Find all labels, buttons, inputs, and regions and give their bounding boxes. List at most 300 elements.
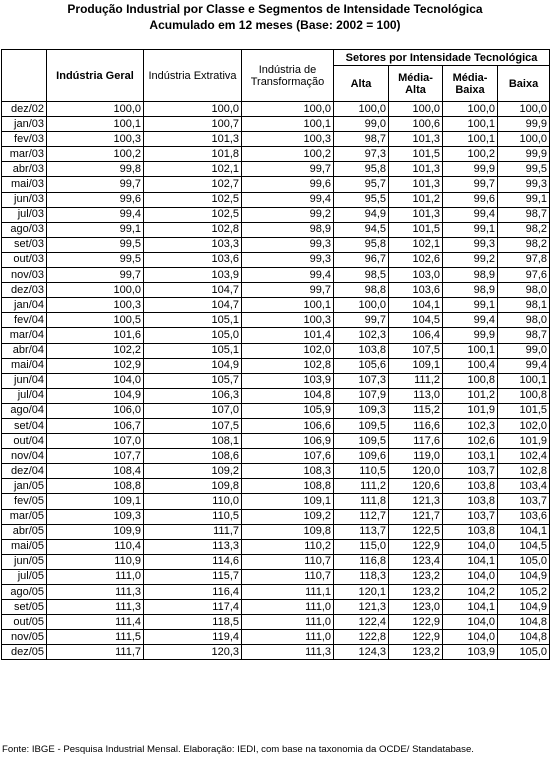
cell-alta: 103,8 <box>334 343 389 358</box>
cell-industria-transformacao: 99,3 <box>242 252 334 267</box>
cell-media-alta: 101,3 <box>389 177 443 192</box>
cell-alta: 116,8 <box>334 554 389 569</box>
title-line-1: Produção Industrial por Classe e Segmentos de Intensidade Tecnológica <box>67 2 483 16</box>
cell-industria-extrativa: 111,7 <box>144 524 242 539</box>
cell-industria-extrativa: 105,7 <box>144 373 242 388</box>
cell-media-alta: 103,6 <box>389 283 443 298</box>
cell-industria-extrativa: 102,1 <box>144 162 242 177</box>
cell-media-alta: 104,5 <box>389 313 443 328</box>
cell-media-alta: 123,4 <box>389 554 443 569</box>
cell-date: set/05 <box>2 600 47 615</box>
cell-industria-transformacao: 100,3 <box>242 313 334 328</box>
cell-industria-transformacao: 99,6 <box>242 177 334 192</box>
cell-alta: 111,2 <box>334 479 389 494</box>
cell-industria-extrativa: 101,3 <box>144 132 242 147</box>
table-row <box>2 252 550 267</box>
cell-industria-geral: 100,2 <box>47 147 144 162</box>
cell-industria-geral: 99,1 <box>47 222 144 237</box>
cell-alta: 122,8 <box>334 630 389 645</box>
cell-alta: 98,7 <box>334 132 389 147</box>
cell-media-alta: 122,5 <box>389 524 443 539</box>
cell-date: dez/02 <box>2 102 47 117</box>
cell-media-alta: 103,0 <box>389 268 443 283</box>
cell-media-alta: 101,2 <box>389 192 443 207</box>
cell-alta: 109,3 <box>334 403 389 418</box>
cell-industria-extrativa: 110,5 <box>144 509 242 524</box>
cell-industria-geral: 100,0 <box>47 102 144 117</box>
cell-industria-geral: 109,3 <box>47 509 144 524</box>
cell-industria-extrativa: 116,4 <box>144 585 242 600</box>
cell-baixa: 104,8 <box>498 615 550 630</box>
cell-baixa: 103,6 <box>498 509 550 524</box>
cell-industria-geral: 99,7 <box>47 268 144 283</box>
cell-media-alta: 106,4 <box>389 328 443 343</box>
cell-baixa: 101,9 <box>498 434 550 449</box>
cell-date: mai/03 <box>2 177 47 192</box>
cell-media-alta: 109,1 <box>389 358 443 373</box>
cell-industria-geral: 99,8 <box>47 162 144 177</box>
table-row <box>2 418 550 433</box>
cell-date: ago/05 <box>2 585 47 600</box>
table-row <box>2 569 550 584</box>
cell-industria-extrativa: 108,1 <box>144 434 242 449</box>
cell-date: fev/04 <box>2 313 47 328</box>
cell-industria-transformacao: 99,2 <box>242 207 334 222</box>
cell-media-baixa: 99,2 <box>443 252 498 267</box>
cell-industria-extrativa: 102,5 <box>144 192 242 207</box>
cell-media-baixa: 100,0 <box>443 102 498 117</box>
table-row <box>2 207 550 222</box>
cell-industria-transformacao: 99,3 <box>242 237 334 252</box>
cell-date: jun/03 <box>2 192 47 207</box>
cell-industria-transformacao: 106,6 <box>242 418 334 433</box>
cell-date: set/04 <box>2 418 47 433</box>
table-row <box>2 585 550 600</box>
cell-industria-transformacao: 111,1 <box>242 585 334 600</box>
cell-media-alta: 101,5 <box>389 147 443 162</box>
table-header <box>2 50 550 102</box>
cell-alta: 98,5 <box>334 268 389 283</box>
cell-media-baixa: 100,2 <box>443 147 498 162</box>
cell-baixa: 99,3 <box>498 177 550 192</box>
cell-alta: 109,6 <box>334 449 389 464</box>
cell-alta: 97,3 <box>334 147 389 162</box>
cell-industria-extrativa: 109,8 <box>144 479 242 494</box>
cell-industria-transformacao: 99,7 <box>242 283 334 298</box>
cell-baixa: 102,8 <box>498 464 550 479</box>
cell-media-baixa: 103,8 <box>443 524 498 539</box>
cell-industria-transformacao: 109,8 <box>242 524 334 539</box>
cell-media-alta: 121,3 <box>389 494 443 509</box>
cell-media-alta: 117,6 <box>389 434 443 449</box>
cell-media-alta: 122,9 <box>389 630 443 645</box>
cell-industria-extrativa: 115,7 <box>144 569 242 584</box>
cell-alta: 120,1 <box>334 585 389 600</box>
cell-industria-extrativa: 105,1 <box>144 313 242 328</box>
cell-baixa: 105,2 <box>498 585 550 600</box>
cell-baixa: 97,8 <box>498 252 550 267</box>
cell-industria-geral: 108,8 <box>47 479 144 494</box>
cell-industria-geral: 99,7 <box>47 177 144 192</box>
cell-media-baixa: 103,8 <box>443 494 498 509</box>
cell-media-alta: 102,6 <box>389 252 443 267</box>
cell-industria-geral: 102,9 <box>47 358 144 373</box>
cell-industria-geral: 111,4 <box>47 615 144 630</box>
cell-media-alta: 104,1 <box>389 298 443 313</box>
table-row <box>2 328 550 343</box>
cell-industria-extrativa: 106,3 <box>144 388 242 403</box>
cell-baixa: 102,0 <box>498 418 550 433</box>
header-industria-geral: Indústria Geral <box>47 50 144 102</box>
table-row <box>2 358 550 373</box>
cell-industria-geral: 109,9 <box>47 524 144 539</box>
cell-industria-extrativa: 119,4 <box>144 630 242 645</box>
cell-industria-geral: 110,4 <box>47 539 144 554</box>
cell-baixa: 100,8 <box>498 388 550 403</box>
cell-alta: 109,5 <box>334 434 389 449</box>
cell-media-baixa: 100,1 <box>443 117 498 132</box>
cell-baixa: 100,0 <box>498 132 550 147</box>
cell-industria-extrativa: 113,3 <box>144 539 242 554</box>
cell-alta: 98,8 <box>334 283 389 298</box>
cell-media-baixa: 100,1 <box>443 132 498 147</box>
cell-alta: 95,8 <box>334 162 389 177</box>
cell-baixa: 103,4 <box>498 479 550 494</box>
cell-media-alta: 107,5 <box>389 343 443 358</box>
cell-date: abr/03 <box>2 162 47 177</box>
cell-alta: 118,3 <box>334 569 389 584</box>
cell-media-alta: 122,9 <box>389 539 443 554</box>
cell-industria-transformacao: 99,4 <box>242 268 334 283</box>
cell-industria-transformacao: 111,0 <box>242 615 334 630</box>
cell-industria-transformacao: 111,3 <box>242 645 334 660</box>
cell-baixa: 98,7 <box>498 328 550 343</box>
cell-industria-transformacao: 111,0 <box>242 630 334 645</box>
cell-media-baixa: 101,9 <box>443 403 498 418</box>
cell-industria-geral: 104,9 <box>47 388 144 403</box>
cell-date: jul/03 <box>2 207 47 222</box>
cell-industria-extrativa: 103,6 <box>144 252 242 267</box>
cell-industria-geral: 111,3 <box>47 585 144 600</box>
table-row <box>2 403 550 418</box>
cell-media-baixa: 103,7 <box>443 509 498 524</box>
header-date <box>2 50 47 102</box>
cell-baixa: 104,1 <box>498 524 550 539</box>
cell-alta: 94,9 <box>334 207 389 222</box>
cell-media-alta: 116,6 <box>389 418 443 433</box>
cell-industria-transformacao: 99,7 <box>242 162 334 177</box>
cell-baixa: 104,9 <box>498 569 550 584</box>
cell-alta: 95,5 <box>334 192 389 207</box>
cell-baixa: 104,5 <box>498 539 550 554</box>
table-row <box>2 464 550 479</box>
cell-media-alta: 121,7 <box>389 509 443 524</box>
table-row <box>2 298 550 313</box>
cell-media-alta: 113,0 <box>389 388 443 403</box>
cell-alta: 122,4 <box>334 615 389 630</box>
cell-media-baixa: 99,4 <box>443 207 498 222</box>
cell-industria-extrativa: 104,7 <box>144 283 242 298</box>
cell-alta: 100,0 <box>334 102 389 117</box>
cell-industria-transformacao: 105,9 <box>242 403 334 418</box>
cell-industria-geral: 100,0 <box>47 283 144 298</box>
cell-industria-transformacao: 110,7 <box>242 554 334 569</box>
cell-industria-transformacao: 102,0 <box>242 343 334 358</box>
cell-industria-transformacao: 111,0 <box>242 600 334 615</box>
cell-media-baixa: 103,1 <box>443 449 498 464</box>
cell-alta: 102,3 <box>334 328 389 343</box>
cell-baixa: 103,7 <box>498 494 550 509</box>
cell-media-baixa: 103,7 <box>443 464 498 479</box>
cell-media-baixa: 104,0 <box>443 615 498 630</box>
cell-media-baixa: 99,7 <box>443 177 498 192</box>
cell-industria-geral: 100,1 <box>47 117 144 132</box>
cell-industria-extrativa: 102,5 <box>144 207 242 222</box>
cell-media-alta: 102,1 <box>389 237 443 252</box>
cell-date: dez/03 <box>2 283 47 298</box>
cell-industria-transformacao: 102,8 <box>242 358 334 373</box>
cell-media-alta: 111,2 <box>389 373 443 388</box>
cell-industria-extrativa: 118,5 <box>144 615 242 630</box>
cell-industria-transformacao: 108,8 <box>242 479 334 494</box>
cell-date: mar/04 <box>2 328 47 343</box>
cell-industria-transformacao: 98,9 <box>242 222 334 237</box>
cell-date: mar/03 <box>2 147 47 162</box>
cell-date: abr/05 <box>2 524 47 539</box>
cell-industria-transformacao: 100,1 <box>242 117 334 132</box>
cell-industria-extrativa: 117,4 <box>144 600 242 615</box>
cell-industria-extrativa: 104,9 <box>144 358 242 373</box>
cell-industria-extrativa: 120,3 <box>144 645 242 660</box>
cell-industria-transformacao: 107,6 <box>242 449 334 464</box>
cell-industria-geral: 109,1 <box>47 494 144 509</box>
cell-media-alta: 101,3 <box>389 162 443 177</box>
table-row <box>2 630 550 645</box>
header-media-baixa: Média-Baixa <box>443 66 498 102</box>
table-row <box>2 117 550 132</box>
cell-media-baixa: 103,8 <box>443 479 498 494</box>
cell-date: out/04 <box>2 434 47 449</box>
cell-media-baixa: 104,0 <box>443 539 498 554</box>
cell-alta: 109,5 <box>334 418 389 433</box>
cell-alta: 107,3 <box>334 373 389 388</box>
cell-industria-transformacao: 110,7 <box>242 569 334 584</box>
table-row <box>2 434 550 449</box>
cell-industria-extrativa: 103,9 <box>144 268 242 283</box>
cell-industria-extrativa: 101,8 <box>144 147 242 162</box>
cell-alta: 121,3 <box>334 600 389 615</box>
cell-alta: 100,0 <box>334 298 389 313</box>
cell-industria-geral: 108,4 <box>47 464 144 479</box>
cell-industria-transformacao: 100,1 <box>242 298 334 313</box>
table-row <box>2 479 550 494</box>
cell-baixa: 104,9 <box>498 600 550 615</box>
cell-alta: 95,7 <box>334 177 389 192</box>
cell-media-baixa: 100,1 <box>443 343 498 358</box>
cell-alta: 110,5 <box>334 464 389 479</box>
cell-industria-geral: 107,0 <box>47 434 144 449</box>
cell-industria-geral: 106,7 <box>47 418 144 433</box>
cell-baixa: 100,0 <box>498 102 550 117</box>
cell-industria-extrativa: 102,8 <box>144 222 242 237</box>
cell-industria-geral: 100,3 <box>47 298 144 313</box>
table-row <box>2 494 550 509</box>
cell-industria-transformacao: 110,2 <box>242 539 334 554</box>
table-row <box>2 147 550 162</box>
cell-media-alta: 123,2 <box>389 585 443 600</box>
cell-media-alta: 100,6 <box>389 117 443 132</box>
cell-industria-geral: 106,0 <box>47 403 144 418</box>
cell-industria-extrativa: 109,2 <box>144 464 242 479</box>
cell-alta: 124,3 <box>334 645 389 660</box>
cell-date: ago/04 <box>2 403 47 418</box>
cell-date: jul/04 <box>2 388 47 403</box>
cell-baixa: 100,1 <box>498 373 550 388</box>
cell-date: jul/05 <box>2 569 47 584</box>
cell-media-alta: 123,2 <box>389 645 443 660</box>
cell-date: abr/04 <box>2 343 47 358</box>
cell-baixa: 99,9 <box>498 117 550 132</box>
table-row <box>2 132 550 147</box>
cell-industria-geral: 110,9 <box>47 554 144 569</box>
table-row <box>2 192 550 207</box>
cell-media-baixa: 103,9 <box>443 645 498 660</box>
cell-alta: 99,7 <box>334 313 389 328</box>
cell-alta: 95,8 <box>334 237 389 252</box>
cell-baixa: 98,0 <box>498 283 550 298</box>
cell-baixa: 98,7 <box>498 207 550 222</box>
cell-media-alta: 100,0 <box>389 102 443 117</box>
cell-date: nov/04 <box>2 449 47 464</box>
cell-industria-transformacao: 109,2 <box>242 509 334 524</box>
cell-date: ago/03 <box>2 222 47 237</box>
cell-alta: 107,9 <box>334 388 389 403</box>
cell-industria-transformacao: 104,8 <box>242 388 334 403</box>
cell-industria-geral: 99,6 <box>47 192 144 207</box>
cell-date: dez/05 <box>2 645 47 660</box>
cell-industria-transformacao: 106,9 <box>242 434 334 449</box>
cell-industria-extrativa: 100,0 <box>144 102 242 117</box>
cell-media-baixa: 100,8 <box>443 373 498 388</box>
cell-industria-geral: 111,7 <box>47 645 144 660</box>
table-row <box>2 237 550 252</box>
cell-alta: 99,0 <box>334 117 389 132</box>
cell-industria-geral: 111,0 <box>47 569 144 584</box>
table-body <box>2 102 550 660</box>
cell-industria-transformacao: 99,4 <box>242 192 334 207</box>
cell-industria-transformacao: 103,9 <box>242 373 334 388</box>
production-table <box>1 49 550 660</box>
table-row <box>2 373 550 388</box>
cell-media-baixa: 99,6 <box>443 192 498 207</box>
cell-media-baixa: 98,9 <box>443 283 498 298</box>
cell-baixa: 99,9 <box>498 147 550 162</box>
cell-media-alta: 122,9 <box>389 615 443 630</box>
cell-date: set/03 <box>2 237 47 252</box>
cell-date: jun/05 <box>2 554 47 569</box>
cell-alta: 111,8 <box>334 494 389 509</box>
cell-industria-extrativa: 110,0 <box>144 494 242 509</box>
cell-baixa: 102,4 <box>498 449 550 464</box>
cell-media-alta: 120,6 <box>389 479 443 494</box>
cell-industria-extrativa: 107,0 <box>144 403 242 418</box>
cell-media-baixa: 98,9 <box>443 268 498 283</box>
table-row <box>2 539 550 554</box>
source-note: Fonte: IBGE - Pesquisa Industrial Mensal. Elaboração: IEDI, com base na taxonomia da OCDE/ Standatabase. <box>2 744 474 755</box>
cell-industria-geral: 102,2 <box>47 343 144 358</box>
cell-baixa: 98,1 <box>498 298 550 313</box>
header-setores: Setores por Intensidade Tecnológica <box>334 50 550 66</box>
cell-baixa: 105,0 <box>498 554 550 569</box>
cell-date: jan/05 <box>2 479 47 494</box>
cell-date: jun/04 <box>2 373 47 388</box>
cell-media-alta: 115,2 <box>389 403 443 418</box>
cell-media-baixa: 99,9 <box>443 162 498 177</box>
cell-industria-transformacao: 108,3 <box>242 464 334 479</box>
cell-media-alta: 123,0 <box>389 600 443 615</box>
header-media-alta: Média-Alta <box>389 66 443 102</box>
table-row <box>2 388 550 403</box>
table-row <box>2 343 550 358</box>
table-row <box>2 283 550 298</box>
cell-media-alta: 101,3 <box>389 132 443 147</box>
table-row <box>2 615 550 630</box>
cell-baixa: 98,2 <box>498 237 550 252</box>
cell-date: jan/04 <box>2 298 47 313</box>
cell-media-baixa: 100,4 <box>443 358 498 373</box>
cell-date: out/03 <box>2 252 47 267</box>
header-alta: Alta <box>334 66 389 102</box>
cell-media-baixa: 99,3 <box>443 237 498 252</box>
cell-date: mai/04 <box>2 358 47 373</box>
cell-baixa: 105,0 <box>498 645 550 660</box>
cell-industria-extrativa: 105,0 <box>144 328 242 343</box>
cell-baixa: 104,8 <box>498 630 550 645</box>
cell-industria-geral: 100,3 <box>47 132 144 147</box>
cell-alta: 112,7 <box>334 509 389 524</box>
cell-industria-extrativa: 102,7 <box>144 177 242 192</box>
cell-industria-geral: 111,3 <box>47 600 144 615</box>
cell-baixa: 99,5 <box>498 162 550 177</box>
cell-industria-geral: 107,7 <box>47 449 144 464</box>
cell-media-baixa: 101,2 <box>443 388 498 403</box>
cell-industria-geral: 104,0 <box>47 373 144 388</box>
cell-media-baixa: 104,2 <box>443 585 498 600</box>
cell-date: fev/03 <box>2 132 47 147</box>
cell-industria-extrativa: 114,6 <box>144 554 242 569</box>
cell-industria-transformacao: 101,4 <box>242 328 334 343</box>
cell-media-baixa: 104,1 <box>443 600 498 615</box>
cell-media-baixa: 99,4 <box>443 313 498 328</box>
cell-industria-transformacao: 100,0 <box>242 102 334 117</box>
table-row <box>2 177 550 192</box>
cell-baixa: 99,1 <box>498 192 550 207</box>
table-row <box>2 645 550 660</box>
cell-industria-extrativa: 108,6 <box>144 449 242 464</box>
cell-alta: 115,0 <box>334 539 389 554</box>
cell-media-baixa: 102,3 <box>443 418 498 433</box>
cell-alta: 94,5 <box>334 222 389 237</box>
cell-date: fev/05 <box>2 494 47 509</box>
cell-industria-extrativa: 107,5 <box>144 418 242 433</box>
table-row <box>2 268 550 283</box>
cell-baixa: 98,0 <box>498 313 550 328</box>
cell-media-alta: 123,2 <box>389 569 443 584</box>
cell-media-alta: 101,3 <box>389 207 443 222</box>
table-row <box>2 313 550 328</box>
table-row <box>2 600 550 615</box>
cell-media-baixa: 99,9 <box>443 328 498 343</box>
